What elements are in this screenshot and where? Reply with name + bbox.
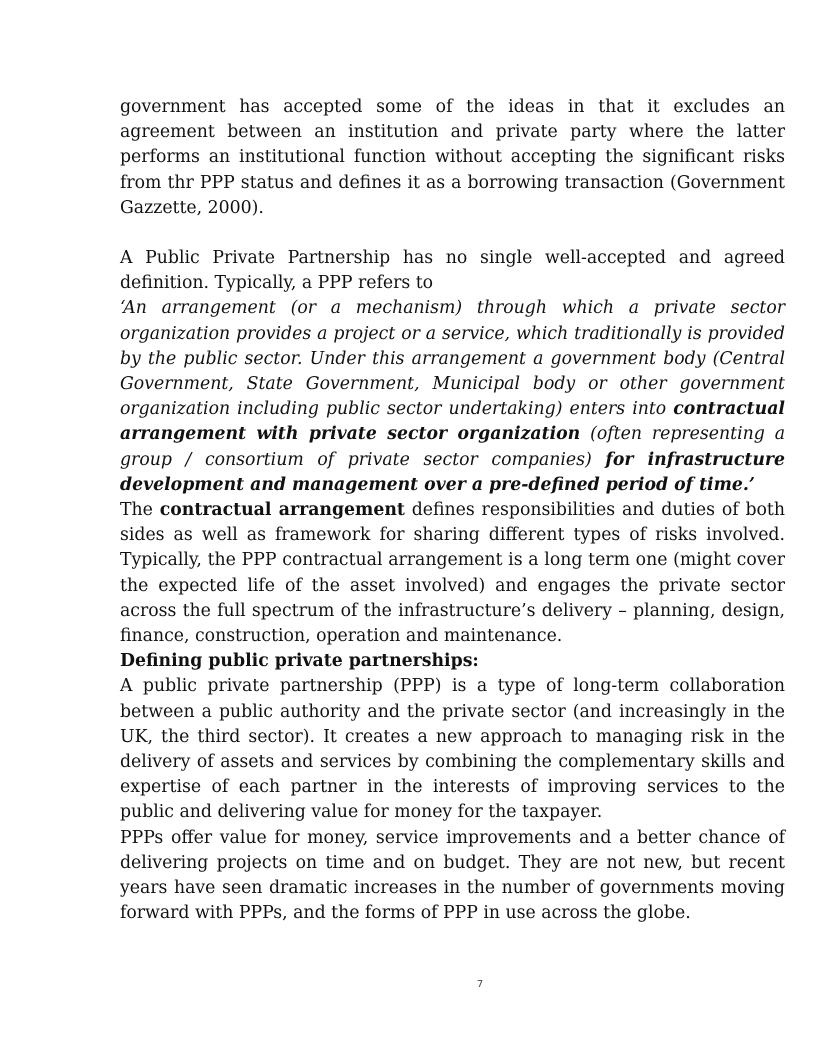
- quote-ppp-definition: [120, 296, 785, 498]
- p3-bold-text: contractual arrangement: [159, 500, 405, 521]
- page-number: 7: [476, 979, 484, 990]
- quote-bold-infrastructure: for infrastructure development and management over a pre-defined period of time.’: [120, 449, 786, 495]
- document-page: [120, 95, 785, 927]
- paragraph-ppp-collaboration: A public private partnership (PPP) is a type of long-term collaboration between a public authority and the private sector (and increasingly in the UK, the third sector). It creates a new approach to managing risk in the delivery of assets and services by combining the complementary skills and expertise of each partner in the interests of improving services to the public and delivering value for money for the taxpayer.: [120, 676, 785, 823]
- quote-bold-contractual: contractual arrangement with private sector organization: [120, 399, 785, 445]
- p3-rest-text: defines responsibilities and duties of both sides as well as framework for sharing different types of risks involved. Typically, the PPP contractual arrangement is a long term one (might cover the expected life of the asset involved) and engages the private sector across the full spectrum of the infrastructure’s delivery – planning, design, finance, construction, operation and maintenance.: [120, 500, 785, 647]
- p3-start-text: The: [120, 500, 160, 521]
- quote-text-2: (often representing a group / consortium of private sector companies): [120, 424, 785, 470]
- paragraph-ppp-value: PPPs offer value for money, service improvements and a better chance of delivering projects on time and on budget. They are not new, but recent years have seen dramatic increases in the number of governments moving forward with PPPs, and the forms of PPP in use across the globe.: [120, 827, 785, 924]
- paragraph-contractual-arrangement: [120, 498, 785, 649]
- paragraph-government-gazette: government has accepted some of the ideas in that it excludes an agreement between an institution and private party where the latter performs an institutional function without accepting the significant risks from thr PPP status and defines it as a borrowing transaction (Government Gazzette, 2000).: [120, 97, 785, 218]
- section-heading: Defining public private partnerships:: [120, 651, 479, 672]
- paragraph-ppp-definition-intro: A Public Private Partnership has no single well-accepted and agreed definition. Typically, a PPP refers to: [120, 248, 785, 294]
- quote-text-1: ‘An arrangement (or a mechanism) through which a private sector organization provides a project or a service, which traditionally is provided by the public sector. Under this arrangement a government body (Central Government, State Government, Municipal body or other government organization including public sector undertaking) enters into: [120, 298, 785, 420]
